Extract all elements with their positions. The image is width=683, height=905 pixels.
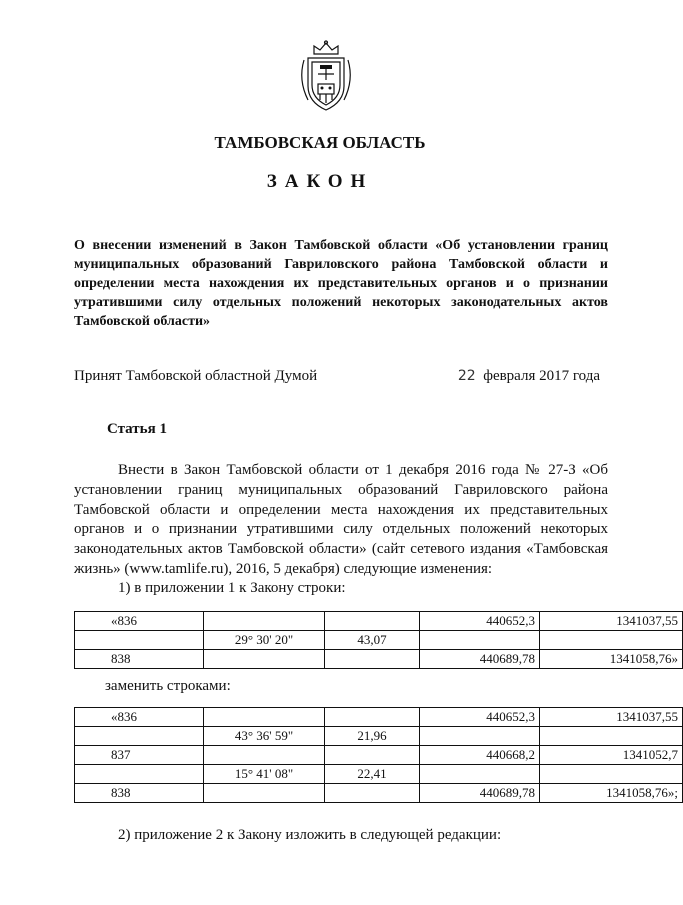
table-cell	[540, 631, 683, 650]
table-row	[75, 650, 683, 669]
tambov-coat-of-arms-icon	[296, 40, 356, 112]
table-cell: 22,41	[325, 765, 420, 784]
region-title: ТАМБОВСКАЯ ОБЛАСТЬ	[214, 133, 426, 152]
table-cell: «836	[75, 708, 204, 727]
table-cell: 1341052,7	[540, 746, 683, 765]
item-1-text: 1) в приложении 1 к Закону строки:	[118, 580, 346, 596]
table-cell	[204, 784, 325, 803]
document-type-title: ЗАКОН	[266, 171, 374, 192]
table-new-rows	[74, 707, 683, 803]
table-cell	[420, 631, 540, 650]
adoption-line	[74, 368, 608, 385]
table-cell	[75, 765, 204, 784]
table-cell: 440689,78	[420, 650, 540, 669]
table-cell: 440668,2	[420, 746, 540, 765]
table-cell: 43,07	[325, 631, 420, 650]
table-cell	[325, 784, 420, 803]
table-cell: 43° 36' 59"	[204, 727, 325, 746]
table-cell: 440652,3	[420, 612, 540, 631]
adoption-month-year: февраля 2017 года	[483, 368, 600, 384]
table-cell	[75, 631, 204, 650]
article-text: Внести в Закон Тамбовской области от 1 декабря 2016 года № 27-З «Об установлении границ муниципальных образований Гавриловского района Тамбовской области и определении места нахождения их представительных органов и о признании утратившими силу отдельных положений некоторых законодательных актов Тамбовской области» (сайт сетевого издания «Тамбовская жизнь» (www.tamlife.ru), 2016, 5 декабря) следующие изменения:	[74, 462, 608, 577]
table-cell	[204, 650, 325, 669]
table-cell: «836	[75, 612, 204, 631]
table-cell	[75, 727, 204, 746]
table-cell: 440652,3	[420, 708, 540, 727]
table-row	[75, 727, 683, 746]
table-cell: 838	[75, 784, 204, 803]
table-cell	[325, 612, 420, 631]
table-cell: 440689,78	[420, 784, 540, 803]
table-cell	[325, 650, 420, 669]
adoption-day: 22	[457, 368, 476, 384]
item-2-text: 2) приложение 2 к Закону изложить в следующей редакции:	[118, 827, 502, 843]
table-row	[75, 784, 683, 803]
table-cell	[204, 746, 325, 765]
table-row	[75, 631, 683, 650]
table-row	[75, 708, 683, 727]
table-cell	[420, 727, 540, 746]
table-row	[75, 746, 683, 765]
table-cell: 21,96	[325, 727, 420, 746]
table-cell: 29° 30' 20"	[204, 631, 325, 650]
table-old-rows	[74, 611, 683, 669]
table-cell	[420, 765, 540, 784]
table-cell	[540, 765, 683, 784]
table-row	[75, 765, 683, 784]
table-cell: 837	[75, 746, 204, 765]
table-row	[75, 612, 683, 631]
table-cell: 838	[75, 650, 204, 669]
table-cell	[325, 708, 420, 727]
table-cell	[540, 727, 683, 746]
table-cell: 15° 41' 08"	[204, 765, 325, 784]
table-cell: 1341037,55	[540, 612, 683, 631]
law-name: О внесении изменений в Закон Тамбовской области «Об установлении границ муниципальных образований Гавриловского района Тамбовской области и определении места нахождения их представительных органов и о признании утратившими силу отдельных положений некоторых законодательных актов Тамбовской области»	[74, 238, 608, 329]
table-cell: 1341058,76»;	[540, 784, 683, 803]
adoption-date	[458, 368, 600, 385]
table-cell	[204, 612, 325, 631]
article-title: Статья 1	[107, 421, 167, 437]
replace-with-text: заменить строками:	[105, 678, 231, 694]
table-cell	[325, 746, 420, 765]
table-cell	[204, 708, 325, 727]
adoption-label: Принят Тамбовской областной Думой	[74, 368, 318, 384]
table-cell: 1341058,76»	[540, 650, 683, 669]
table-cell: 1341037,55	[540, 708, 683, 727]
